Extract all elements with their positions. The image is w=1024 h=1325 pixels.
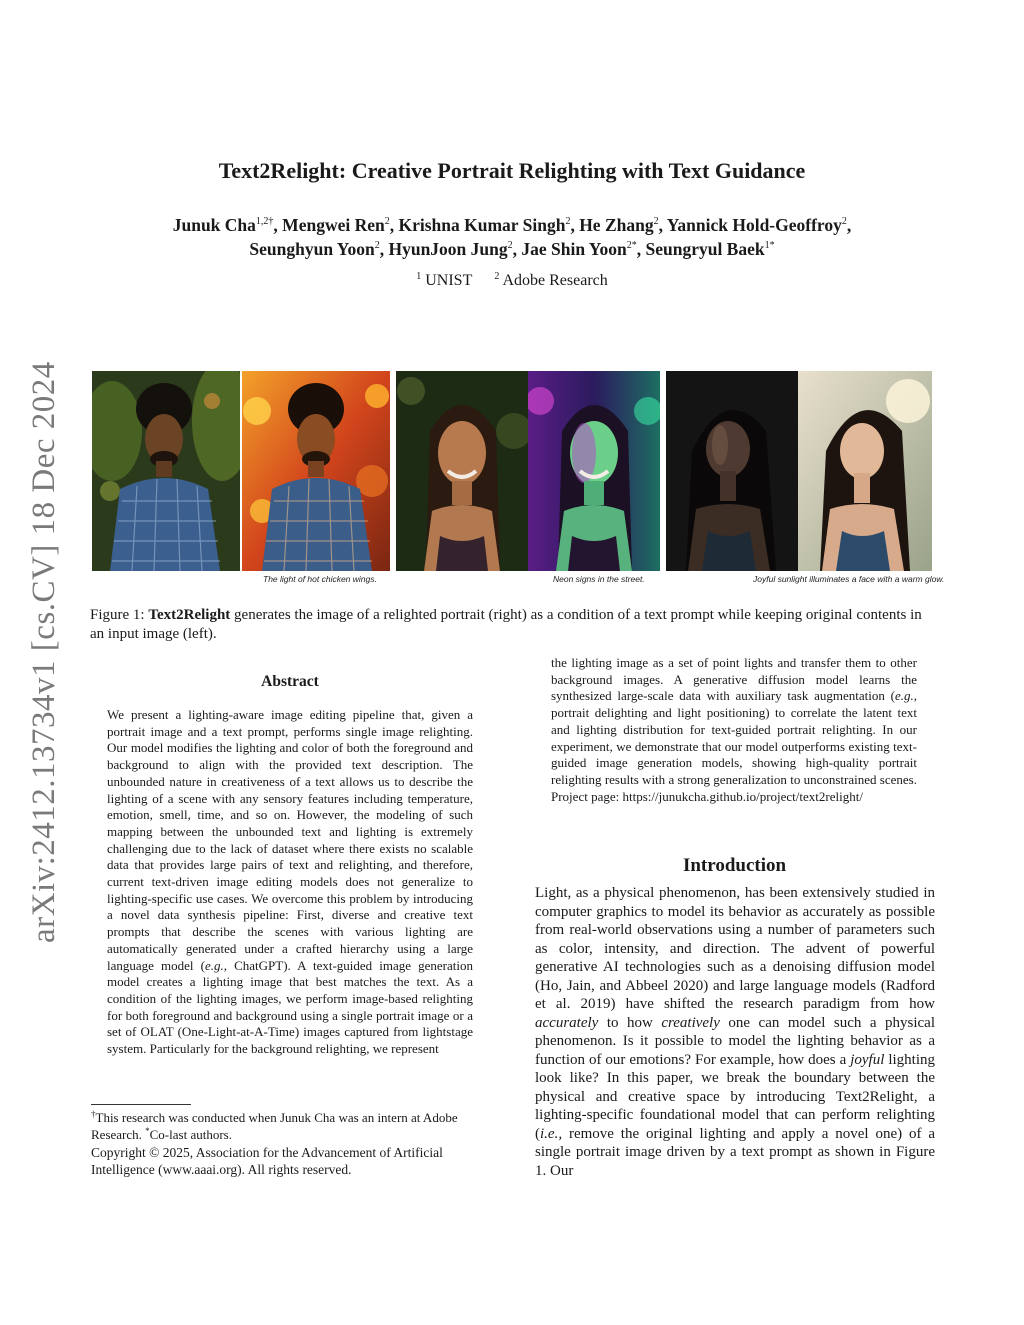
author-name: HyunJoon Jung	[388, 239, 508, 259]
author-name: He Zhang	[579, 215, 654, 235]
figure-prompt-2: Neon signs in the street.	[553, 574, 645, 584]
author-affil-sup: 2	[507, 240, 513, 251]
footnote	[91, 1110, 489, 1143]
author-affil-sup: 2	[384, 216, 390, 227]
intro-text-segment: remove the original lighting and apply a novel one) of a single portrait image driven by a text prompt as shown in Figure 1. Our	[535, 1125, 935, 1179]
abstract-text-segment: the lighting image as a set of point lights and transfer them to other background images. A generative diffusion model learns the synthesized large-scale data with auxiliary task augmentation (	[551, 655, 917, 704]
caption-label: Figure 1:	[90, 607, 145, 623]
author-affil-sup: 2*	[626, 240, 637, 251]
abstract-italic-eg: e.g.,	[894, 688, 917, 704]
intro-text-segment: lighting look like? In this paper, we break the boundary between the physical and creative space by introducing Text2Relight, a lighting-specific foundational model that can perform relighting (	[535, 1051, 936, 1142]
footnote-rule	[91, 1104, 191, 1105]
affiliation-name: Adobe Research	[502, 272, 608, 289]
introduction-heading: Introduction	[682, 855, 787, 876]
abstract-body-part2	[551, 655, 917, 805]
abstract-heading: Abstract	[261, 673, 319, 690]
author-name: Jae Shin Yoon	[521, 239, 627, 259]
affiliation-number: 2	[494, 271, 500, 282]
author-name: Mengwei Ren	[282, 215, 385, 235]
copyright-notice: Copyright © 2025, Association for the Advancement of Artificial Intelligence (www.aaai.org). All rights reserved.	[91, 1145, 443, 1177]
intro-text-segment: one can model such a physical phenomenon. Is it possible to model the lighting behavior as a function of our emotions? For example, how does a	[535, 1014, 935, 1068]
intro-italic: i.e.,	[540, 1125, 563, 1142]
intro-text-segment: to how	[598, 1014, 662, 1031]
caption-text: generates the image of a relighted portrait (right) as a condition of a text prompt while keeping original contents in an input image (left).	[90, 607, 922, 642]
abstract-text-segment: portrait delighting and light positioning) to correlate the latent text and lighting distribution for text-guided portrait relighting. In our experiment, we demonstrate that our model outperforms existing text-guided image generation models, showing high-quality portrait relighting results with a strong generalization to unconstrained scenes. Project page: https://junukcha.github.io/project/text2relight/	[551, 705, 917, 804]
intro-text-segment: Light, as a physical phenomenon, has been extensively studied in computer graphics to model its behavior as accurately as possible from real-world observations using a number of parameters such as color, intensity, and direction. The advent of powerful generative AI technologies such as a denoising diffusion model (Ho, Jain, and Abbeel 2020) and large language models (Radford et al. 2019) have shifted the research paradigm from how	[535, 885, 935, 1012]
abstract-body-part1	[107, 707, 473, 1058]
figure-1-caption	[90, 606, 936, 644]
author-affil-sup: 1*	[764, 240, 775, 251]
paper-title: Text2Relight: Creative Portrait Relighting with Text Guidance	[218, 158, 806, 183]
footnote-text: This research was conducted when Junuk Cha was an intern at Adobe Research.	[91, 1110, 458, 1142]
author-list	[90, 213, 934, 261]
intro-italic: accurately	[535, 1014, 599, 1031]
author-affil-sup: 2	[374, 240, 380, 251]
author-name: Seungryul Baek	[645, 239, 765, 259]
intro-italic: joyful	[850, 1051, 885, 1068]
author-affil-sup: 2	[841, 216, 847, 227]
figure-1-portrait-grid	[92, 371, 932, 571]
affiliation-name: UNIST	[425, 272, 473, 289]
introduction-body	[535, 884, 935, 1180]
intro-italic: creatively	[661, 1014, 720, 1031]
author-affil-sup: 2	[653, 216, 659, 227]
portrait-relit-2	[528, 371, 660, 571]
author-line-2: Seunghyun Yoon$^2$, HyunJoon Jung$^2$, Jae Shin Yoon$^{2*}$, Seungryul Baek$^{1*}$	[249, 239, 775, 259]
footnote-marker: *	[145, 1125, 150, 1136]
abstract-text-segment: ChatGPT). A text-guided image generation model creates a lighting image that best matches the text. As a condition of the lighting images, we perform image-based relighting for both foreground and background using a single portrait image or a set of OLAT (One-Light-at-A-Time) images captured from lightstage system. Particularly for the background relighting, we represent	[107, 957, 474, 1057]
footnote-marker: †	[91, 1109, 96, 1119]
affiliation-number: 1	[416, 271, 422, 282]
caption-model-name: Text2Relight	[148, 607, 231, 623]
author-affil-sup: 2	[565, 216, 571, 227]
abstract-italic-eg: e.g.,	[204, 957, 227, 973]
author-name: Yannick Hold-Geoffroy	[666, 215, 842, 235]
abstract-text-segment: We present a lighting-aware image editing pipeline that, given a portrait image and a text prompt, performs single image relighting. Our model modifies the lighting and color of both the foreground and background to align with the provided text description. The unbounded nature in creativeness of a text allows us to describe the lighting of a scene with any sensory features including temperature, emotion, smell, time, and so on. However, the modeling of such mapping between the unbounded text and lighting is extremely challenging due to the lack of dataset where there exists no scalable data that provides large pairs of text and relighting, and therefore, current text-driven image editing models does not generalize to lighting-specific use cases. We overcome this problem by introducing a novel data synthesis pipeline: First, diverse and creative text prompts that describe the scenes with various lighting are automatically generated under a crafted hierarchy using a large language model (	[107, 707, 473, 973]
footnote-text: Co-last authors.	[149, 1126, 232, 1142]
portrait-input-3	[666, 371, 798, 571]
figure-prompt-1: The light of hot chicken wings.	[263, 574, 377, 584]
author-line-1: Junuk Cha$^{1,2\dagger}$, Mengwei Ren$^2$, Krishna Kumar Singh$^2$, He Zhang$^2$, Yannick Hold-Geoffroy$^2$,	[172, 215, 852, 235]
portrait-relit-1	[242, 371, 390, 571]
author-name: Junuk Cha	[172, 215, 256, 235]
author-name: Krishna Kumar Singh	[398, 215, 566, 235]
affiliations	[0, 272, 1024, 290]
portrait-input-1	[92, 371, 240, 571]
author-affil-sup: 1,2†	[255, 216, 274, 227]
portrait-input-2	[396, 371, 528, 571]
figure-prompt-3: Joyful sunlight illuminates a face with a warm glow.	[753, 574, 945, 584]
author-name: Seunghyun Yoon	[249, 239, 375, 259]
arxiv-identifier-stamp: arXiv:2412.13734v1 [cs.CV] 18 Dec 2024	[26, 361, 62, 943]
portrait-relit-3	[798, 371, 932, 571]
